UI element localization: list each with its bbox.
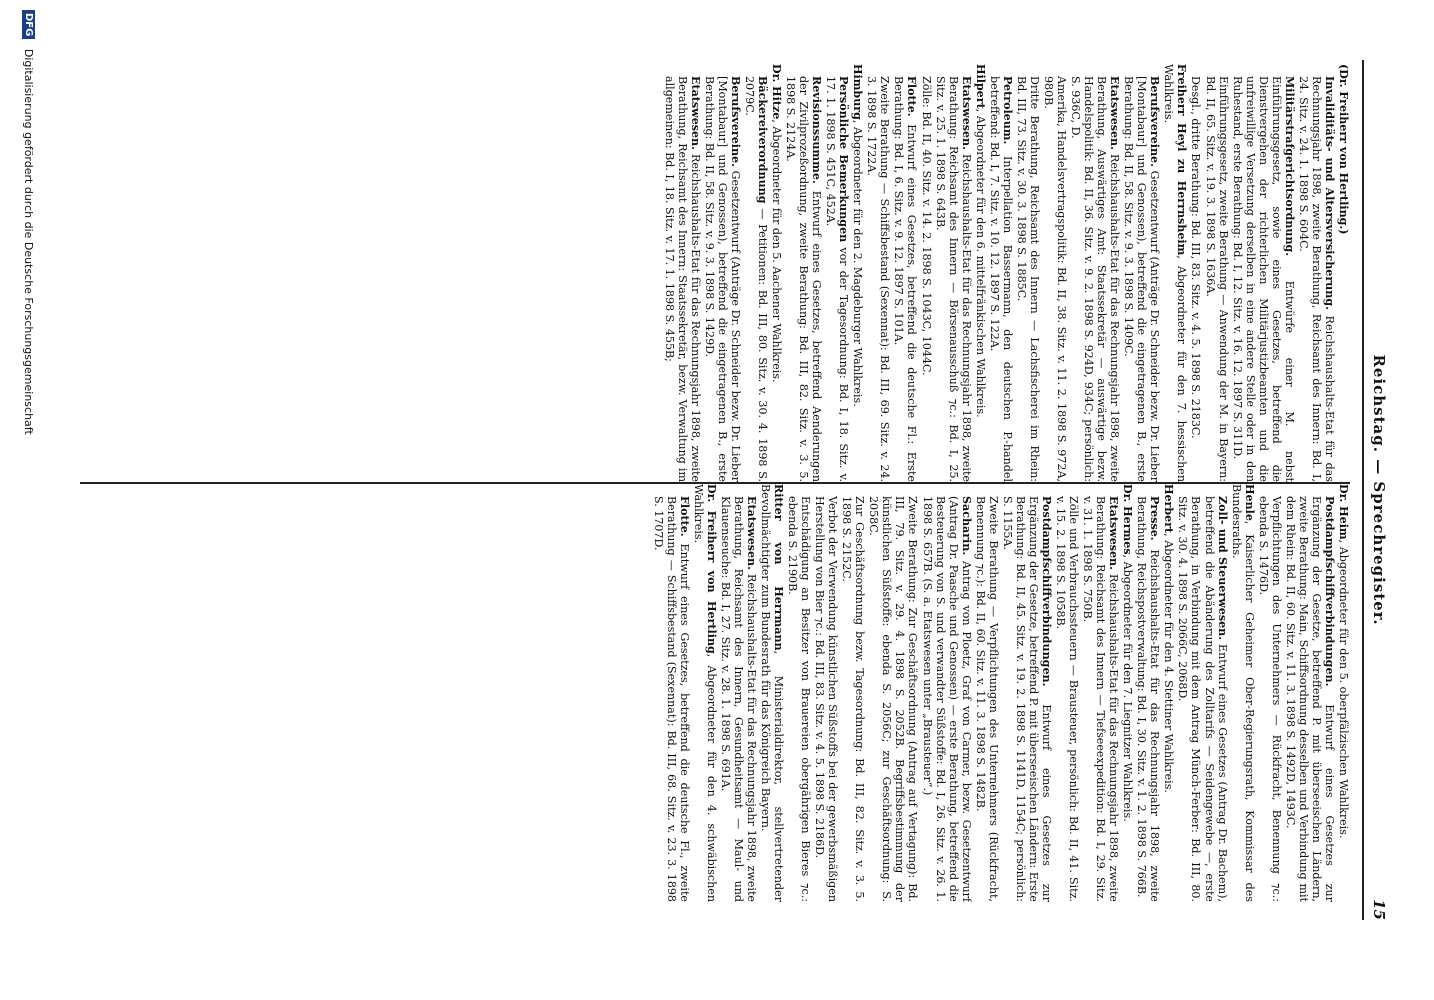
reference-text: Gesetzentwurf (Anträge Dr. Schneider bezw. Dr. Lieber [Montabaur] und Genossen), betreffend die eingetragenen B., erste Berathung: Bd. II, 58. Sitz. v. 9. 3. 1898 S. 1409C. — [1122, 76, 1162, 482]
reference-text: Zweite Berathung: Zur Geschäftsordnung (Antrag auf Vertagung): Bd. III, 79. Sitz. v. 29. 4. 1898 S. 2052B. Begriffsbestimmung der künstlichen Süßstoffe: ebenda S. 2056C; zur Geschäftsordnung: S. 2058C. — [867, 496, 920, 902]
topic-reference — [1284, 496, 1336, 902]
reference-text: Entwürfe einer M. nebst Einführungsgesetz, sowie eines Gesetzes, betreffend die Dienstvergehen der richterlichen Militärjustizbeamten und die unfreiwillige Versetzung derselben in eine andere Stelle oder in den Ruhestand, erste Berathung: Bd. I, 12. Sitz. v. 16. 12. 1897 S. 311D. — [1230, 76, 1296, 482]
register-entry — [692, 484, 718, 902]
topic-title: Zoll- und Steuerwesen. — [1215, 496, 1229, 641]
reference-text: Verpflichtungen des Unternehmers — Rückfracht, Benennung ⁊c.: ebenda S. 1476D. — [1256, 496, 1283, 902]
reference-text: Interpellation Bassermann, den deutschen P.-handel betreffend: Bd. I, 7. Sitz. v. 10. 12. 1897 S. 122A. — [987, 76, 1014, 482]
topic-title: Invaliditäts- und Altersversicherung. — [1322, 76, 1336, 310]
speaker-name: Freiherr Heyl zu Herrnsheim — [1175, 64, 1189, 256]
topic-reference — [1231, 76, 1296, 482]
topic-reference — [1054, 496, 1080, 902]
reference-text: Zur Geschäftsordnung bezw. Tagesordnung: Bd. III, 82. Sitz. v. 3. 5. 1898 S. 2152C. — [840, 496, 867, 902]
running-header — [1362, 60, 1388, 920]
right-column — [82, 64, 1350, 482]
topic-reference — [663, 76, 702, 482]
register-entry — [1337, 484, 1350, 902]
reference-text: , Abgeordneter für den 4. Stettiner Wahlkreis. — [1162, 533, 1176, 793]
topic-reference — [1042, 76, 1068, 482]
reference-text: Reichshaushalts-Etat für das Rechnungsjahr 1898, zweite Berathung, Reichspostverwaltung: Bd. I, 30. Sitz. v. 1. 2. 1898 S. 766B. — [1135, 496, 1162, 902]
topic-title: Flotte. — [677, 496, 691, 537]
register-entry — [1162, 64, 1188, 482]
topic-reference — [892, 76, 918, 482]
reference-text: Reichshaushalts-Etat für das Rechnungsjahr 1898, zweite Berathung: Reichsamt des Innern — Tiefseeexpedition: Bd. I, 29. Sitz. v. 31. 1. 1898 S. 750B. — [1081, 496, 1121, 902]
topic-reference — [1069, 76, 1121, 482]
header-title: Reichstag. — Sprechregister. — [1370, 354, 1388, 626]
topic-reference — [719, 496, 758, 902]
digitization-footer — [18, 0, 36, 1000]
topic-reference — [1189, 76, 1202, 482]
reference-text: Reichshaushalts-Etat für das Rechnungsjahr 1898, zweite Berathung: Reichsamt des Innern — Börsenausschuß ⁊c.: Bd. I, 25. Sitz. v. 25. 1. 1898 S. 643B. — [933, 76, 973, 482]
topic-title: Presse. — [1148, 496, 1162, 541]
reference-text: , Abgeordneter für den 7. Liegnitzer Wahlkreis. — [1121, 554, 1135, 822]
topic-title: Etatswesen. — [1107, 496, 1121, 570]
topic-title: Etatswesen. — [959, 76, 973, 150]
reference-text: Reichshaushalts-Etat für das Rechnungsjahr 1898, zweite Berathung, Reichsamt des Innern, Gesundheitsamt — Maul- und Klauenseuche: Bd. I, 27. Sitz. v. 28. 1. 1898 S. 691A. — [718, 496, 758, 902]
reference-text: Gesetzentwurf (Anträge Dr. Schneider bezw. Dr. Lieber [Montabaur] und Genossen), betreffend die eingetragenen B., erste Berathung: Bd. II, 58. Sitz. v. 9. 3. 1898 S. 1429D. — [702, 76, 742, 482]
topic-reference — [867, 496, 919, 902]
reference-text: , Abgeordneter für den 4. schwäbischen Wahlkreis. — [691, 484, 718, 902]
reference-text: Amerika, Handelsvertragspolitik: Bd. II, 38. Sitz. v. 11. 2. 1898 S. 972A, 980B. — [1041, 76, 1069, 482]
reference-text: Reichshaushalts-Etat für das Rechnungsjahr 1898, zweite Berathung, Reichsamt des Innern: Bd. I, 24. Sitz. v. 24. 1. 1898 S. 604C. — [1296, 76, 1336, 482]
topic-reference — [865, 76, 891, 482]
register-entry — [1121, 484, 1134, 902]
topic-title: Militärstrafgerichtsordnung. — [1282, 76, 1296, 257]
topic-reference — [1081, 496, 1120, 902]
topic-reference — [1135, 496, 1161, 902]
topic-reference — [1122, 76, 1161, 482]
reference-text: vor der Tagesordnung: Bd. I, 18. Sitz. v. 17. 1. 1898 S. 451C, 452A. — [824, 76, 851, 482]
speaker-name: Dr. Heim — [1337, 484, 1350, 540]
reference-text: Desgl., dritte Berathung: Bd. III, 83. Sitz. v. 4. 5. 1898 S. 2183C. — [1189, 76, 1203, 439]
register-entry — [974, 64, 987, 482]
topic-reference — [743, 76, 769, 482]
topic-reference — [1297, 76, 1336, 482]
register-entry — [759, 484, 785, 902]
topic-reference — [784, 76, 823, 482]
topic-title: Persönliche Bemerkungen — [837, 76, 851, 243]
reference-text: Entschädigung an Besitzer von Brauereien obergährigen Bieres ⁊c.: ebenda S. 2190B. — [786, 496, 813, 902]
reference-text: , Abgeordneter für den 7. hessischen Wahlkreis. — [1162, 64, 1189, 482]
reference-text: Antrag von Ploetz, Graf von Carmer, bezw. Gesetzentwurf (Antrag Dr. Paasche und Genossen) — erste Berathung, betreffend die Besteuerung von S. und verwandter Süßstoffe: Bd. I, 26. Sitz. v. 26. 1. 1898 S. 657B. (S. a. Etatswesen unter „Brausteuer“.) — [920, 496, 973, 902]
footer-text: Digitalisierung gefördert durch die Deutsche Forschungsgemeinschaft — [22, 48, 36, 435]
dfg-logo-badge: DFG — [23, 10, 36, 39]
topic-reference — [703, 76, 742, 482]
speaker-name: Herbert — [1162, 484, 1176, 534]
topic-reference — [1015, 76, 1041, 482]
topic-reference — [974, 496, 1000, 902]
topic-title: Bäckereiverordnung — [755, 76, 769, 204]
topic-reference — [652, 496, 691, 902]
register-entry — [1230, 484, 1256, 902]
speaker-name: Dr. Hermes — [1121, 484, 1135, 555]
speaker-name: Ritter von Herrmann — [772, 484, 786, 651]
left-column — [82, 484, 1350, 902]
register-entry — [1337, 64, 1350, 482]
reference-text: Zölle und Verbrauchssteuern — Brausteuer, persönlich: Bd. II, 41. Sitz. v. 15. 2. 1898 S. 1058B. — [1054, 496, 1081, 902]
topic-reference — [934, 76, 973, 482]
reference-text: , Abgeordneter für den 6. mittelfränkischen Wahlkreis. — [973, 108, 987, 418]
topic-title: Berufsvereine. — [1148, 76, 1162, 167]
topic-reference — [988, 76, 1014, 482]
topic-title: Petroleum. — [1000, 76, 1014, 145]
topic-reference — [1257, 496, 1283, 902]
topic-title: Etatswesen. — [688, 76, 702, 150]
column-divider — [80, 482, 1350, 484]
reference-text: , Abgeordneter für den 2. Magdeburger Wahlkreis. — [851, 119, 865, 407]
reference-text: Entwurf eines Gesetzes, betreffend die deutsche Fl.: Erste Berathung: Bd. I, 6. Sitz. v. 9. 12. 1897 S. 101A. — [892, 76, 919, 482]
topic-reference — [824, 76, 850, 482]
reference-text: , Ministerialdirektor, stellvertretender Bevollmächtigter zum Bundesrath für das Königreich Bayern. — [758, 484, 786, 902]
topic-title: Postdampfschiffverbindungen. — [1039, 496, 1053, 687]
topic-title: Revisionssumme. — [810, 76, 824, 184]
reference-text: Entwurf eines Gesetzes, betreffend die deutsche Fl., zweite Berathung — Schiffsbestand (Sexennat): Bd. III, 68. Sitz. v. 23. 3. 1898 S. 1707D. — [651, 496, 691, 902]
reference-text: Zölle: Bd. II, 40. Sitz. v. 14. 2. 1898 S. 1043C, 1044C. — [919, 76, 933, 376]
speaker-name: (Dr. Freiherr von Hertling.) — [1337, 64, 1350, 235]
topic-reference — [840, 496, 866, 902]
register-entry — [1162, 484, 1175, 902]
topic-title: Flotte. — [905, 76, 919, 117]
speaker-name: Henle — [1242, 484, 1256, 521]
reference-text: , Kaiserlicher Geheimer Ober-Regierungsrath, Kommissar des Bundesraths. — [1229, 484, 1256, 902]
speaker-name: Hilpert — [973, 64, 987, 109]
reference-text: — Petitionen: Bd. III, 80. Sitz. v. 30. 4. 1898 S. 2079C. — [742, 76, 769, 482]
reference-text: Zweite Berathung — Schiffsbestand (Sexennat): Bd. III, 69. Sitz. v. 24. 3. 1898 S. 1722A. — [865, 76, 892, 482]
reference-text: Reichshaushalts-Etat für das Rechnungsjahr 1898, zweite Berathung, Reichsamt des Innern: Staatssekretär, bezw. Verwaltung im allgemeinen: Bd. I, 18. Sitz. v. 17. 1. 1898 S. 455B; — [662, 76, 702, 482]
speaker-name: Dr. Hitze — [770, 64, 784, 120]
reference-text: Dritte Berathung, Reichsamt des Innern — Lachsfischerei im Rhein: Bd. III, 73. Sitz. v. 30. 3. 1898 S. 1885C. — [1014, 76, 1041, 482]
register-entry — [851, 64, 864, 482]
topic-title: Postdampfschiffverbindungen. — [1322, 496, 1336, 687]
topic-reference — [1001, 496, 1053, 902]
topic-reference — [1203, 76, 1229, 482]
topic-reference — [921, 496, 973, 902]
reference-text: Verbot der Verwendung künstlichen Süßstoffs bei der gewerbsmäßigen Herstellung von Bier ⁊c.: Bd. III, 83. Sitz. v. 4. 5. 1898 S. 2186D. — [813, 496, 840, 902]
reference-text: Zweite Berathung — Verpflichtungen des Unternehmers (Rückfracht, Benennung ⁊c.): Bd. II, 60. Sitz. v. 11. 3. 1898 S. 1482B. — [973, 496, 1000, 902]
reference-text: Reichshaushalts-Etat für das Rechnungsjahr 1898, zweite Berathung, Auswärtiges Amt: Staatssekretär — auswärtige bezw. Handelspolitik: Bd. II, 36. Sitz. v. 9. 2. 1898 S. 924D, 934C; persönlich: S. 936C, D. — [1069, 76, 1122, 482]
reference-text: Entwurf eines Gesetzes zur Ergänzung der Gesetze, betreffend P. mit überseeischen Ländern: Erste Berathung: Bd. II, 45. Sitz. v. 19. 2. 1898 S. 1141D, 1154C; persönlich: S. 1155A. — [1000, 496, 1053, 902]
topic-title: Berufsvereine. — [728, 76, 742, 167]
topic-reference — [786, 496, 812, 902]
speaker-name: Himburg — [851, 64, 865, 120]
reference-text: Entwurf eines Gesetzes (Antrag Dr. Bachem), betreffend die Abänderung des Zolltarifs — Seidengewebe —, erste Berathung, in Verbindung mit dem Antrag Münch-Ferber: Bd. III, 80. Sitz. v. 30. 4. 1898 S. 2066C, 2068D. — [1176, 496, 1229, 902]
reference-text: Entwurf eines Gesetzes zur Ergänzung der Gesetze, betreffend P. mit überseeischen Ländern, zweite Berathung: Main, Schiffsordnung desselben und Verbindung mit dem Rhein: Bd. II, 60. Sitz. v. 11. 3. 1898 S. 1492D, 1493C. — [1283, 496, 1336, 902]
topic-title: Sacharin. — [959, 496, 973, 556]
topic-reference — [920, 76, 933, 482]
topic-reference — [813, 496, 839, 902]
reference-text: Einführungsgesetz, zweite Berathung — Anwendung der M. in Bayern: Bd. II, 65. Sitz. v. 19. 3. 1898 S. 1636A. — [1203, 76, 1230, 482]
topic-title: Etatswesen. — [1108, 76, 1122, 150]
register-entry — [770, 64, 783, 482]
reference-text: Entwurf eines Gesetzes, betreffend Aenderungen der Zivilprozeßordnung, zweite Berathung: Bd. III, 82. Sitz. v. 3. 5. 1898 S. 2124A. — [784, 76, 824, 482]
page-number: 15 — [1370, 899, 1388, 920]
speaker-name: Dr. Freiherr von Hertling — [704, 484, 718, 654]
reference-text: , Abgeordneter für den 5. Aachener Wahlkreis. — [770, 119, 784, 383]
reference-text: , Abgeordneter für den 5. oberpfälzischen Wahlkreis. — [1337, 539, 1350, 839]
topic-title: Etatswesen. — [744, 496, 758, 570]
topic-reference — [1176, 496, 1228, 902]
